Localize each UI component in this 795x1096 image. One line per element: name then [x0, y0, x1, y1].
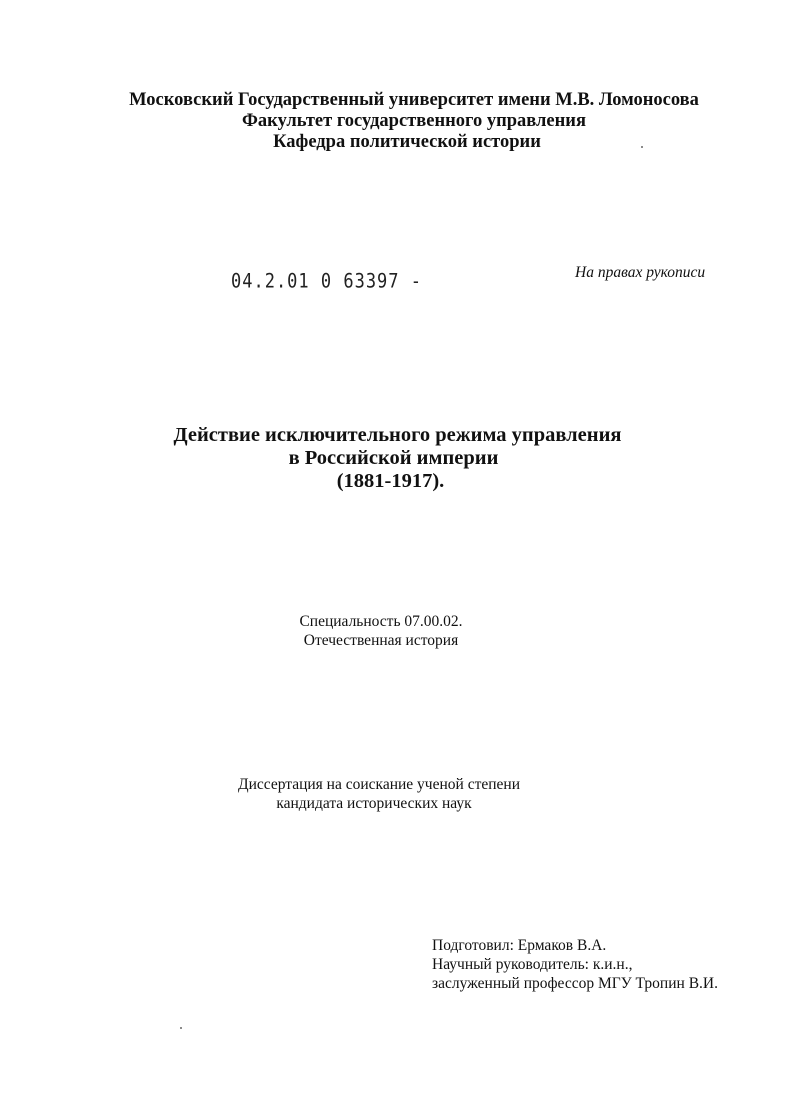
archive-stamp-code: 04.2.01 0 63397 - — [231, 270, 422, 293]
scan-speck — [180, 1027, 182, 1029]
institution-header — [0, 90, 795, 153]
degree-block — [0, 775, 758, 813]
dissertation-title — [0, 424, 795, 493]
prepared-by: Подготовил: Ермаков В.А. — [432, 937, 607, 954]
degree-line-2: кандидата исторических наук — [276, 795, 472, 812]
scan-speck — [641, 146, 643, 148]
manuscript-rights-note: На правах рукописи — [575, 264, 706, 281]
supervisor-name: заслуженный профессор МГУ Тропин В.И. — [432, 975, 718, 992]
supervisor-title: Научный руководитель: к.и.н., — [432, 956, 633, 973]
faculty-name: Факультет государственного управления — [242, 111, 586, 131]
specialty-code: Специальность 07.00.02. — [299, 613, 463, 630]
title-line-1: Действие исключительного режима управления — [173, 424, 622, 446]
university-name: Московский Государственный университет имени М.В. Ломоносова — [129, 90, 699, 110]
degree-line-1: Диссертация на соискание ученой степени — [238, 776, 520, 793]
specialty-block — [0, 612, 762, 650]
title-line-3: (1881-1917). — [336, 470, 445, 492]
department-name: Кафедра политической истории — [273, 132, 541, 152]
title-line-2: в Российской империи — [288, 447, 499, 469]
author-block — [432, 936, 718, 993]
specialty-name: Отечественная история — [303, 632, 459, 649]
